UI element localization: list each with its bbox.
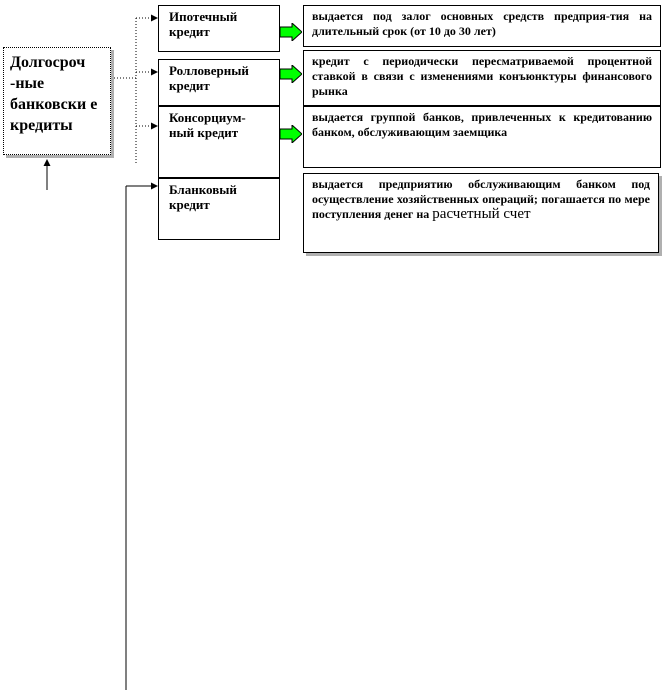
description-box-blank [303, 173, 659, 253]
credit-title: Консорциум-ный кредит [169, 110, 246, 140]
green-arrow-icon [280, 23, 302, 41]
credit-box-blank [158, 178, 280, 240]
credit-description: выдается предприятию обслуживающим банком под осуществление хозяйственных операций; погашается по мере поступления денег на [312, 177, 650, 221]
description-box-mortgage [303, 5, 661, 47]
credit-box-mortgage [158, 5, 280, 52]
credit-description-tail: расчетный счет [432, 206, 531, 222]
green-arrow-icon [280, 125, 302, 143]
description-box-consortium [303, 106, 661, 168]
green-arrow-icon [280, 65, 302, 83]
credit-title: Ипотечный кредит [169, 9, 238, 39]
credit-description: выдается под залог основных средств предприя-тия на длительный срок (от 10 до 30 лет) [312, 9, 652, 38]
credit-box-consortium [158, 106, 280, 178]
description-box-rollover [303, 50, 661, 106]
credit-description: выдается группой банков, привлеченных к кредитованию банком, обслуживающим заемщика [312, 110, 652, 139]
credit-description: кредит с периодически пересматриваемой процентной ставкой в связи с изменениями конъюнктуры финансового рынка [312, 54, 652, 98]
main-box [3, 47, 111, 155]
main-box-label: Долгосроч -ные банковски е кредиты [10, 54, 98, 134]
credit-title: Бланковый кредит [169, 182, 237, 212]
credit-box-rollover [158, 59, 280, 106]
credit-title: Ролловерный кредит [169, 63, 249, 93]
